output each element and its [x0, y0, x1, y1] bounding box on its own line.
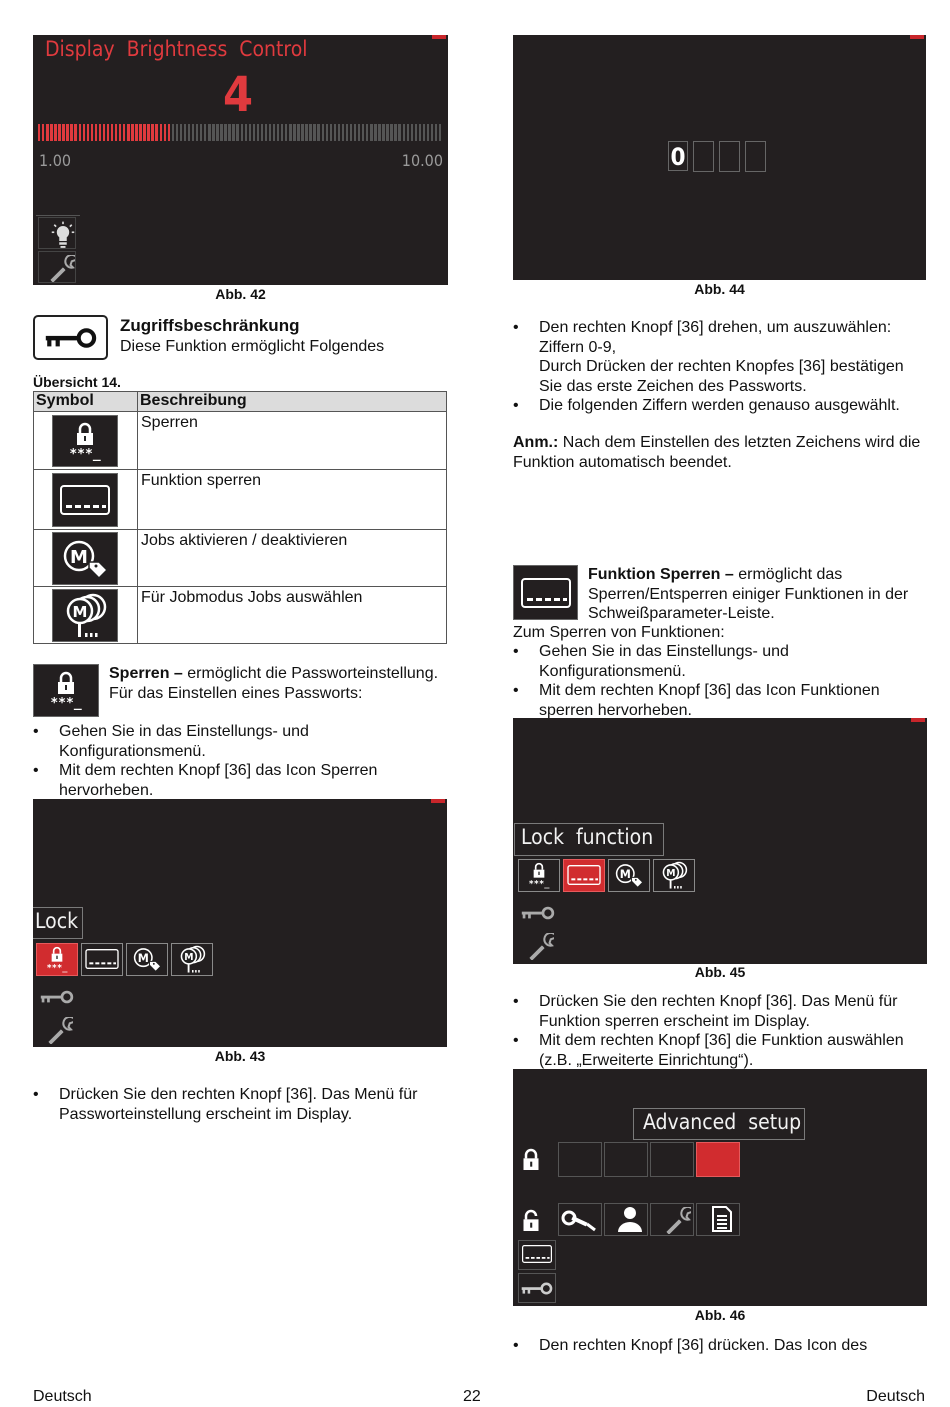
brightness-segment: [54, 124, 56, 141]
brightness-segment: [419, 124, 421, 141]
brightness-segment: [58, 124, 60, 141]
brightness-segment: [394, 124, 396, 141]
brightness-segment: [245, 124, 247, 141]
brightness-segment: [95, 124, 97, 141]
brightness-segment: [285, 124, 287, 141]
key-icon[interactable]: [37, 982, 77, 1012]
function-lock-icon[interactable]: [81, 943, 123, 976]
brightness-segment: [297, 124, 299, 141]
sperren-bullets: [33, 722, 433, 800]
table-row: [34, 470, 138, 530]
password-entry-screen: [513, 35, 926, 280]
brightness-segment: [273, 124, 275, 141]
menu-label: Lock function: [514, 823, 664, 856]
brightness-segment: [220, 124, 222, 141]
document-icon[interactable]: [696, 1203, 740, 1236]
brightness-segment: [330, 124, 332, 141]
brightness-segment: [62, 124, 64, 141]
brightness-segment: [354, 124, 356, 141]
brightness-segment: [326, 124, 328, 141]
brightness-segment: [79, 124, 81, 141]
brightness-segment: [103, 124, 105, 141]
jobs-enable-icon[interactable]: [126, 943, 168, 976]
col-desc: Beschreibung: [138, 392, 447, 412]
brightness-segment: [382, 124, 384, 141]
list-item: • Drücken Sie den rechten Knopf [36]. Das Menü für Passworteinstellung erscheint im Display.: [33, 1085, 443, 1124]
overview-table: [33, 391, 447, 644]
brightness-segment: [168, 124, 170, 141]
function-lock-icon: [55, 478, 115, 522]
brightness-segment: [160, 124, 162, 141]
brightness-segment: [269, 124, 271, 141]
right-bullets: [513, 318, 923, 416]
sperren-text: ermöglicht die Passworteinstellung. Für das Einstellen eines Passworts:: [109, 665, 439, 702]
brightness-segment: [398, 124, 400, 141]
brightness-segment: [305, 124, 307, 141]
brightness-segment: [411, 124, 413, 141]
funktion-intro: Zum Sperren von Funktionen:: [513, 624, 725, 641]
brightness-segment: [261, 124, 263, 141]
brightness-segment: [50, 124, 52, 141]
brightness-segment: [435, 124, 437, 141]
caption-abb-45: Abb. 45: [694, 964, 746, 980]
note-bold: Anm.:: [513, 434, 559, 451]
brightness-segment: [241, 124, 243, 141]
brightness-segment: [431, 124, 433, 141]
list-item: • Drücken Sie den rechten Knopf [36]. Das Menü für Funktion sperren erscheint im Display.: [513, 992, 923, 1031]
password-lock-icon: [36, 668, 96, 712]
after46-bullets: [513, 1336, 923, 1356]
note-paragraph: [513, 433, 923, 472]
jobs-enable-icon: [55, 534, 115, 584]
job-select-icon: [55, 591, 115, 641]
list-item: • Mit dem rechten Knopf [36] die Funktion auswählen (z.B. „Erweiterte Einrichtung“).: [513, 1031, 923, 1070]
brightness-segment: [253, 124, 255, 141]
tools-icon[interactable]: [558, 1203, 602, 1236]
brightness-segment: [277, 124, 279, 141]
job-select-icon[interactable]: [653, 859, 695, 892]
password-digit-2[interactable]: [693, 141, 714, 172]
brightness-segment: [228, 124, 230, 141]
caption-abb-43: Abb. 43: [214, 1048, 266, 1064]
brightness-segment: [172, 124, 174, 141]
brightness-segment: [107, 124, 109, 141]
brightness-segment: [46, 124, 48, 141]
after43-bullets: [33, 1085, 443, 1124]
brightness-segment: [281, 124, 283, 141]
brightness-segment: [200, 124, 202, 141]
brightness-segment: [289, 124, 291, 141]
brightness-segment: [127, 124, 129, 141]
brightness-segment: [99, 124, 101, 141]
password-digit-4[interactable]: [745, 141, 766, 172]
brightness-segment: [192, 124, 194, 141]
brightness-segment: [370, 124, 372, 141]
wrench-icon[interactable]: [518, 930, 558, 960]
brightness-segment: [232, 124, 234, 141]
brightness-segment: [390, 124, 392, 141]
brightness-segment: [155, 124, 157, 141]
brightness-level-bar[interactable]: [38, 124, 443, 141]
brightness-segment: [176, 124, 178, 141]
brightness-segment: [293, 124, 295, 141]
table-row-desc: Jobs aktivieren / deaktivieren: [138, 530, 447, 587]
wrench-icon[interactable]: [37, 1014, 77, 1044]
caption-abb-44: Abb. 44: [694, 281, 745, 297]
advanced-setup-screen: [513, 1069, 927, 1306]
brightness-segment: [265, 124, 267, 141]
brightness-segment: [334, 124, 336, 141]
password-lock-icon[interactable]: [36, 943, 78, 976]
brightness-segment: [184, 124, 186, 141]
brightness-segment: [378, 124, 380, 141]
funktion-bold: Funktion Sperren –: [588, 566, 734, 583]
screen-title: Display Brightness Control: [45, 37, 308, 61]
brightness-segment: [427, 124, 429, 141]
brightness-segment: [439, 124, 441, 141]
range-min: 1.00: [39, 151, 72, 170]
unlock-icon: [521, 1209, 541, 1233]
brightness-segment: [180, 124, 182, 141]
brightness-segment: [164, 124, 166, 141]
brightness-segment: [111, 124, 113, 141]
red-indicator: [911, 718, 925, 722]
red-indicator: [431, 799, 445, 803]
brightness-segment: [204, 124, 206, 141]
brightness-segment: [358, 124, 360, 141]
brightness-segment: [407, 124, 409, 141]
table-row: [34, 530, 138, 587]
brightness-segment: [415, 124, 417, 141]
table-caption: Übersicht 14.: [33, 374, 121, 390]
brightness-segment: [374, 124, 376, 141]
brightness-segment: [423, 124, 425, 141]
page-number: 22: [463, 1388, 481, 1405]
brightness-segment: [386, 124, 388, 141]
key-icon: [43, 326, 99, 350]
brightness-segment: [362, 124, 364, 141]
access-subheading: Diese Funktion ermöglicht Folgendes: [120, 338, 385, 355]
brightness-segment: [115, 124, 117, 141]
list-item: • Den rechten Knopf [36] drehen, um auszuwählen: Ziffern 0-9, Durch Drücken der rechten Knopfes [36] bestätigen Sie das erste Zeichen des Passworts.: [513, 318, 923, 396]
brightness-segment: [66, 124, 68, 141]
brightness-segment: [224, 124, 226, 141]
brightness-segment: [123, 124, 125, 141]
brightness-segment: [257, 124, 259, 141]
menu-label: Lock: [33, 907, 83, 939]
table-row-desc: Sperren: [138, 412, 447, 470]
locked-slot[interactable]: [650, 1142, 694, 1177]
function-lock-icon[interactable]: [563, 859, 605, 892]
brightness-segment: [151, 124, 153, 141]
brightness-segment: [216, 124, 218, 141]
table-row-desc: Funktion sperren: [138, 470, 447, 530]
wrench-icon[interactable]: [650, 1203, 694, 1236]
brightness-segment: [309, 124, 311, 141]
locked-slot[interactable]: [558, 1142, 602, 1177]
brightness-segment: [188, 124, 190, 141]
password-lock-icon: [55, 419, 115, 463]
key-symbol-box: [33, 315, 108, 360]
table-row: [34, 587, 138, 644]
password-digit-3[interactable]: [719, 141, 740, 172]
function-lock-icon: [516, 571, 576, 615]
list-item: • Mit dem rechten Knopf [36] das Icon Funktionen sperren hervorheben.: [513, 681, 923, 720]
password-lock-symbol: [33, 664, 99, 717]
brightness-segment: [131, 124, 133, 141]
brightness-segment: [135, 124, 137, 141]
red-indicator: [910, 35, 924, 39]
brightness-segment: [42, 124, 44, 141]
function-lock-icon[interactable]: [518, 1240, 556, 1270]
wrench-icon[interactable]: [38, 251, 76, 283]
function-lock-symbol: [513, 565, 578, 620]
list-item: • Mit dem rechten Knopf [36] das Icon Sperren hervorheben.: [33, 761, 433, 800]
range-max: 10.00: [401, 151, 443, 170]
brightness-segment: [301, 124, 303, 141]
brightness-segment: [139, 124, 141, 141]
password-lock-icon[interactable]: [518, 859, 560, 892]
password-digit-1[interactable]: 0: [668, 141, 688, 171]
caption-abb-42: Abb. 42: [215, 286, 266, 302]
after45-bullets: [513, 992, 923, 1070]
brightness-segment: [196, 124, 198, 141]
brightness-segment: [208, 124, 210, 141]
funktion-bullets: [513, 642, 923, 720]
funktion-paragraph: [588, 565, 928, 624]
brightness-segment: [249, 124, 251, 141]
padlock-icon: [521, 1148, 541, 1172]
user-icon[interactable]: [604, 1203, 648, 1236]
brightness-segment: [313, 124, 315, 141]
col-symbol: Symbol: [34, 392, 138, 412]
brightness-segment: [322, 124, 324, 141]
brightness-segment: [38, 124, 40, 141]
brightness-segment: [87, 124, 89, 141]
locked-slot[interactable]: [604, 1142, 648, 1177]
caption-abb-46: Abb. 46: [694, 1307, 746, 1323]
brightness-segment: [143, 124, 145, 141]
table-row-desc: Für Jobmodus Jobs auswählen: [138, 587, 447, 644]
menu-label: Advanced setup: [633, 1108, 805, 1140]
brightness-bulb-icon[interactable]: [38, 217, 76, 249]
brightness-segment: [350, 124, 352, 141]
brightness-segment: [91, 124, 93, 141]
brightness-segment: [236, 124, 238, 141]
brightness-segment: [212, 124, 214, 141]
brightness-segment: [70, 124, 72, 141]
jobs-enable-icon[interactable]: [608, 859, 650, 892]
list-item: • Gehen Sie in das Einstellungs- und Konfigurationsmenü.: [513, 642, 923, 681]
brightness-segment: [147, 124, 149, 141]
lock-menu-screen: [33, 799, 447, 1047]
footer-right: Deutsch: [866, 1388, 925, 1405]
brightness-segment: [342, 124, 344, 141]
brightness-segment: [83, 124, 85, 141]
funktion-text: ermöglicht das Sperren/Entsperren einiger Funktionen in der Schweißparameter-Leiste.: [588, 566, 909, 622]
table-row: [34, 412, 138, 470]
locked-slot-selected[interactable]: [696, 1142, 740, 1177]
sperren-paragraph: [109, 664, 449, 703]
red-indicator: [432, 35, 446, 39]
key-icon[interactable]: [518, 1273, 556, 1303]
brightness-segment: [366, 124, 368, 141]
list-item: • Gehen Sie in das Einstellungs- und Konfigurationsmenü.: [33, 722, 433, 761]
footer-left: Deutsch: [33, 1388, 92, 1405]
list-item: • Die folgenden Ziffern werden genauso ausgewählt.: [513, 396, 923, 416]
brightness-segment: [338, 124, 340, 141]
brightness-segment: [74, 124, 76, 141]
brightness-segment: [119, 124, 121, 141]
brightness-segment: [317, 124, 319, 141]
access-heading: Zugriffsbeschränkung: [120, 316, 300, 335]
note-text: Nach dem Einstellen des letzten Zeichens wird die Funktion automatisch beendet.: [513, 434, 921, 471]
lock-function-screen: [513, 718, 927, 964]
list-item: • Den rechten Knopf [36] drücken. Das Icon des: [513, 1336, 923, 1356]
job-select-icon[interactable]: [171, 943, 213, 976]
key-icon[interactable]: [518, 898, 558, 928]
brightness-segment: [346, 124, 348, 141]
brightness-value: 4: [223, 67, 254, 123]
sperren-bold: Sperren –: [109, 665, 183, 682]
display-brightness-screen: [33, 35, 448, 285]
brightness-segment: [403, 124, 405, 141]
